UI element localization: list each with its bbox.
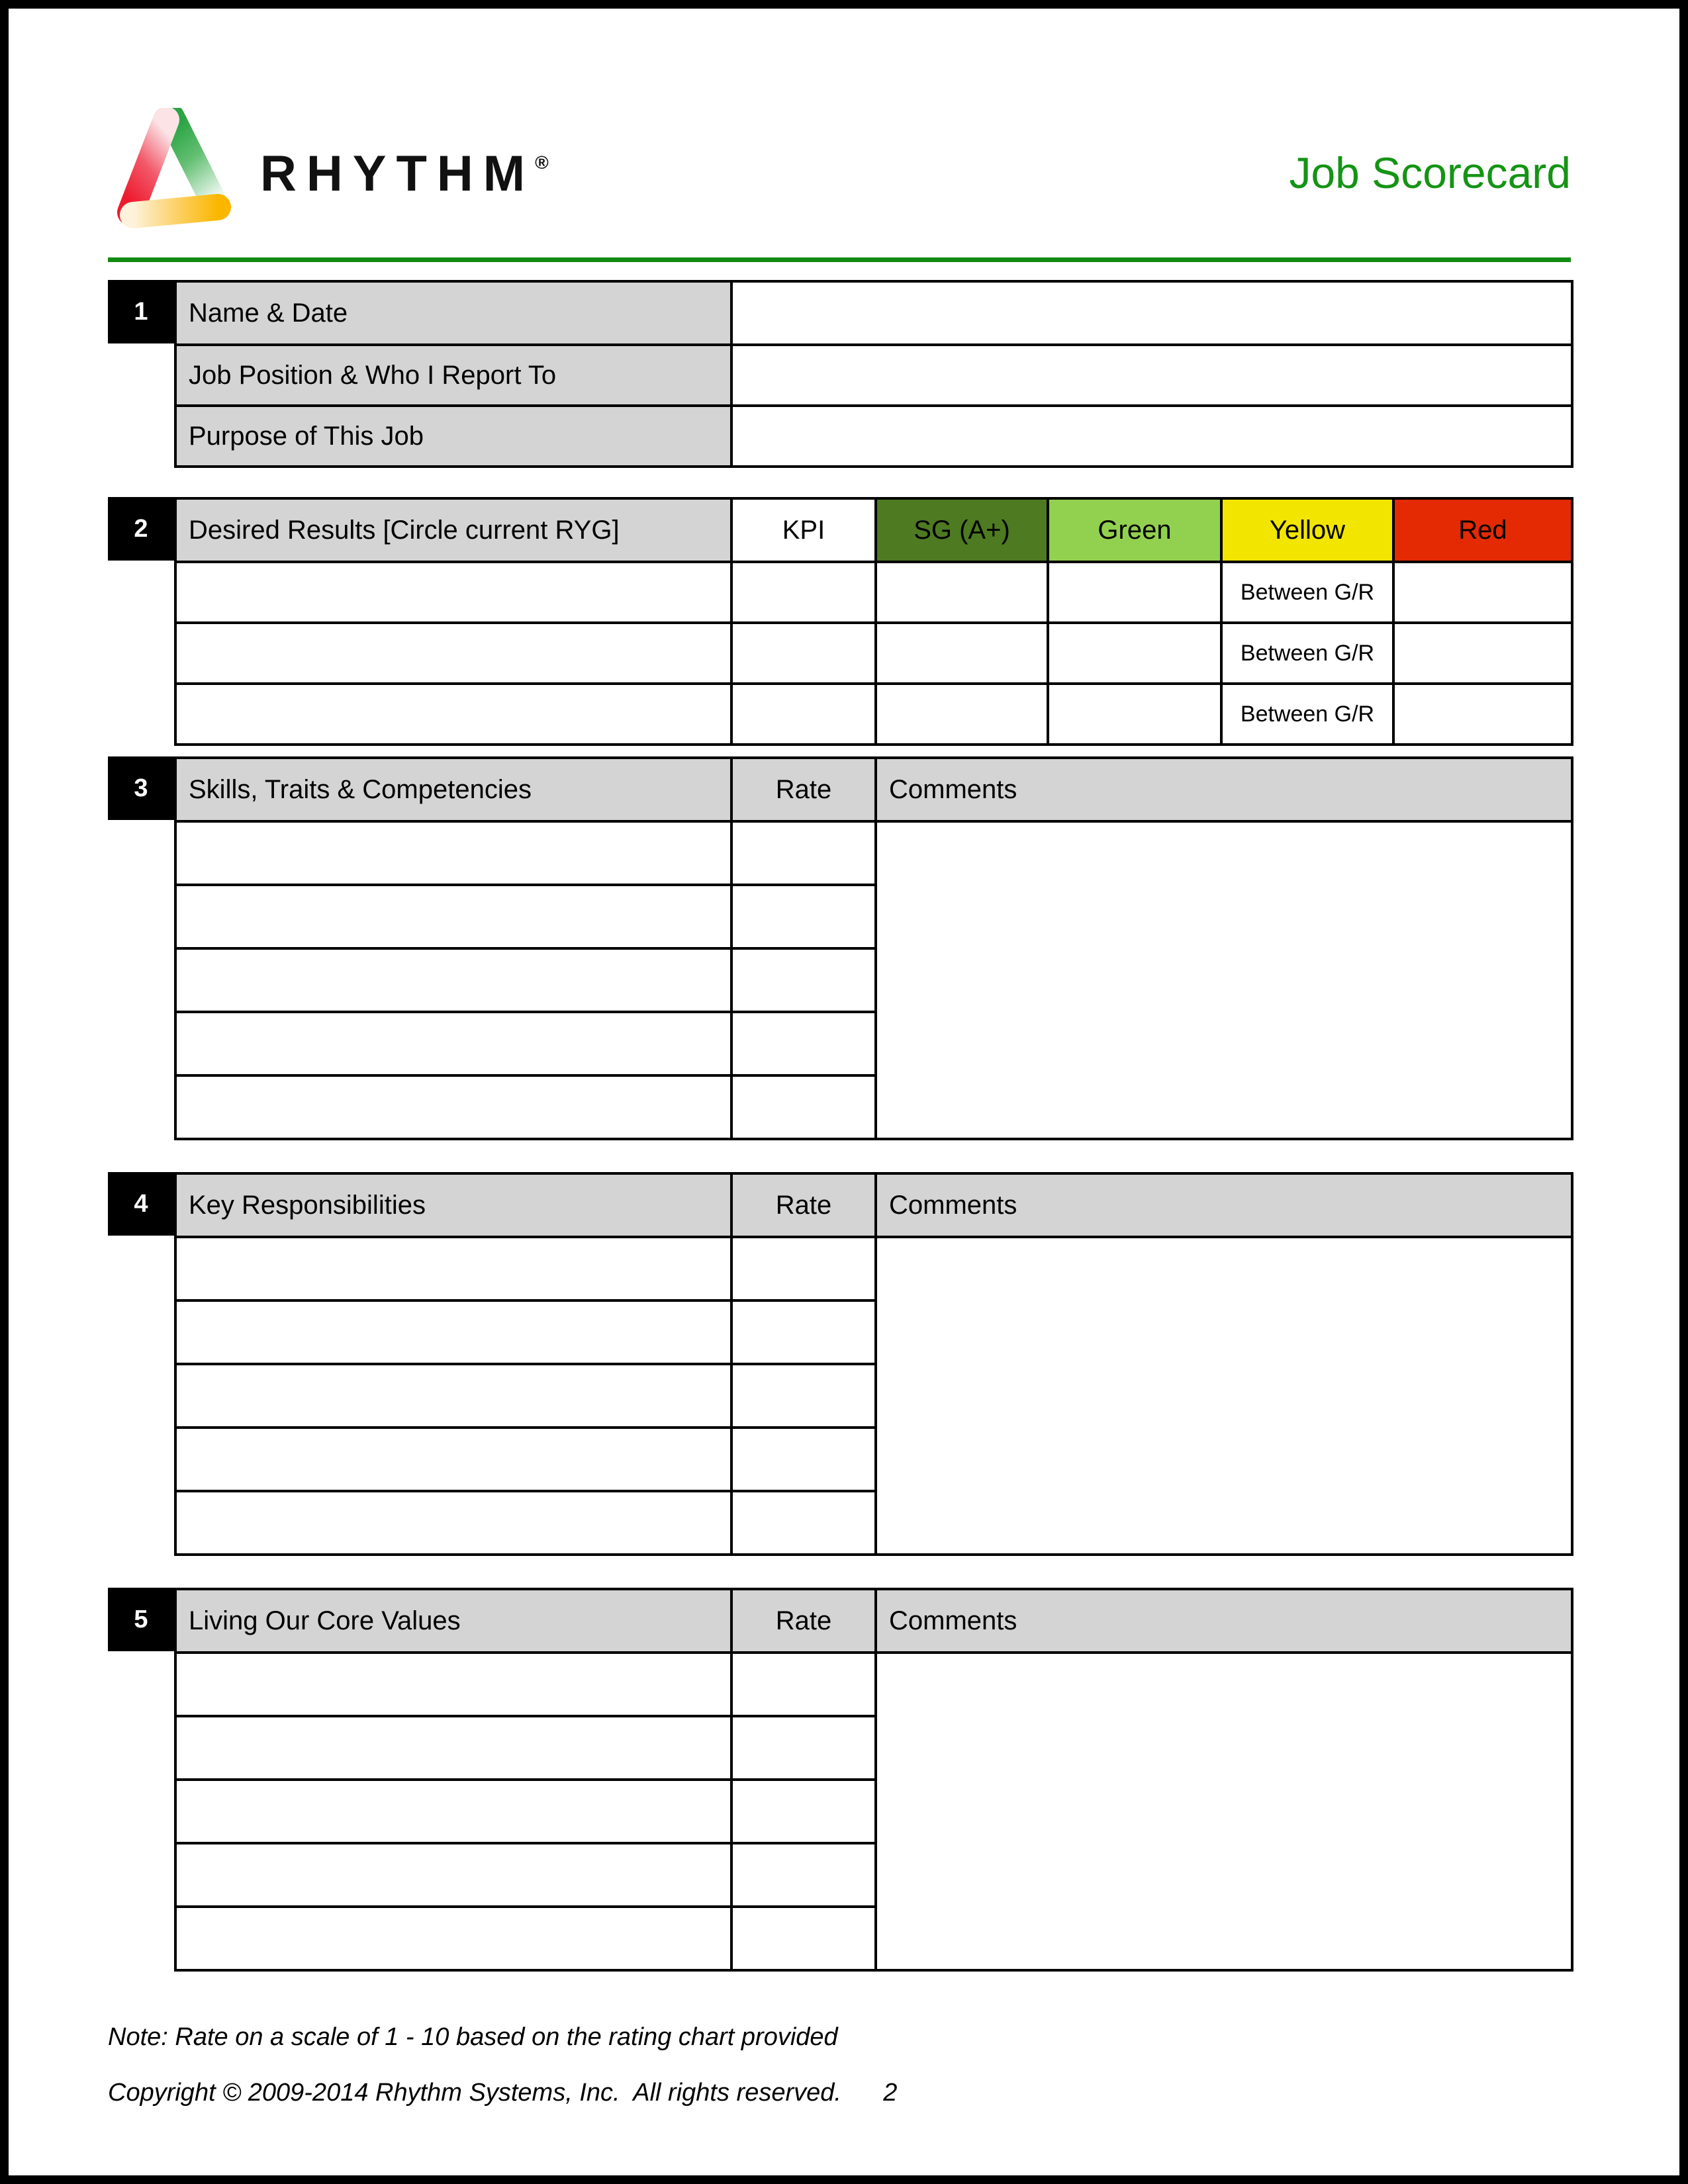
section-5-number: 5 xyxy=(108,1588,174,1651)
input-skill-rate[interactable] xyxy=(731,1075,876,1139)
input-red[interactable] xyxy=(1393,562,1572,623)
brand-logo-block xyxy=(108,108,637,234)
section-5-table xyxy=(174,1588,1573,1972)
input-skill-rate[interactable] xyxy=(731,885,876,948)
section-5-title: Living Our Core Values xyxy=(175,1589,731,1653)
input-skill[interactable] xyxy=(175,821,731,885)
input-responsibility-rate[interactable] xyxy=(731,1300,876,1364)
input-core-value[interactable] xyxy=(175,1653,731,1716)
input-core-value-rate[interactable] xyxy=(731,1843,876,1907)
input-responsibility-rate[interactable] xyxy=(731,1491,876,1555)
input-kpi[interactable] xyxy=(731,562,876,623)
input-sg[interactable] xyxy=(876,684,1048,745)
row-label-job-position: Job Position & Who I Report To xyxy=(175,345,731,406)
input-purpose[interactable] xyxy=(731,406,1572,467)
section-2-title: Desired Results [Circle current RYG] xyxy=(175,498,731,562)
input-red[interactable] xyxy=(1393,623,1572,684)
table-header-row xyxy=(175,1589,1572,1653)
section-4-table xyxy=(174,1172,1573,1556)
section-3-table xyxy=(174,756,1573,1140)
table-row xyxy=(175,623,1572,684)
input-core-value-rate[interactable] xyxy=(731,1907,876,1970)
row-label-purpose: Purpose of This Job xyxy=(175,406,731,467)
input-name-date[interactable] xyxy=(731,281,1572,345)
input-core-value-rate[interactable] xyxy=(731,1780,876,1843)
page-title: Job Scorecard xyxy=(1289,148,1571,197)
section-4-title: Key Responsibilities xyxy=(175,1173,731,1237)
yellow-note: Between G/R xyxy=(1221,623,1393,684)
input-responsibility[interactable] xyxy=(175,1491,731,1555)
section-1-number: 1 xyxy=(108,280,174,343)
document-page xyxy=(9,9,1679,2175)
section-2-number: 2 xyxy=(108,497,174,561)
table-row xyxy=(175,684,1572,745)
column-header-sg: SG (A+) xyxy=(876,498,1048,562)
input-responsibility[interactable] xyxy=(175,1300,731,1364)
input-responsibility[interactable] xyxy=(175,1237,731,1300)
input-sg[interactable] xyxy=(876,562,1048,623)
column-header-rate: Rate xyxy=(731,1589,876,1653)
document-header xyxy=(108,108,1571,260)
row-label-name-date: Name & Date xyxy=(175,281,731,345)
table-header-row xyxy=(175,1173,1572,1237)
table-row xyxy=(175,345,1572,406)
input-skill[interactable] xyxy=(175,1012,731,1075)
input-sg[interactable] xyxy=(876,623,1048,684)
input-kpi[interactable] xyxy=(731,684,876,745)
column-header-yellow: Yellow xyxy=(1221,498,1393,562)
input-green[interactable] xyxy=(1048,623,1221,684)
input-desired-result[interactable] xyxy=(175,684,731,745)
input-skill-rate[interactable] xyxy=(731,1012,876,1075)
column-header-rate: Rate xyxy=(731,758,876,821)
input-skill-rate[interactable] xyxy=(731,821,876,885)
input-desired-result[interactable] xyxy=(175,562,731,623)
table-row xyxy=(175,1237,1572,1300)
table-header-row xyxy=(175,758,1572,821)
input-skill[interactable] xyxy=(175,885,731,948)
input-skill[interactable] xyxy=(175,948,731,1012)
input-kpi[interactable] xyxy=(731,623,876,684)
section-2-table xyxy=(174,497,1573,746)
table-row xyxy=(175,281,1572,345)
column-header-kpi: KPI xyxy=(731,498,876,562)
input-desired-result[interactable] xyxy=(175,623,731,684)
input-core-value[interactable] xyxy=(175,1907,731,1970)
input-responsibility-rate[interactable] xyxy=(731,1364,876,1428)
input-core-value[interactable] xyxy=(175,1716,731,1780)
column-header-comments: Comments xyxy=(876,1173,1572,1237)
input-core-value[interactable] xyxy=(175,1843,731,1907)
yellow-note: Between G/R xyxy=(1221,684,1393,745)
input-responsibilities-comments[interactable] xyxy=(876,1237,1572,1555)
header-divider xyxy=(108,257,1571,262)
table-row xyxy=(175,562,1572,623)
table-row xyxy=(175,821,1572,885)
column-header-red: Red xyxy=(1393,498,1572,562)
input-core-values-comments[interactable] xyxy=(876,1653,1572,1970)
column-header-rate: Rate xyxy=(731,1173,876,1237)
input-responsibility-rate[interactable] xyxy=(731,1237,876,1300)
column-header-comments: Comments xyxy=(876,758,1572,821)
brand-wordmark xyxy=(260,145,549,203)
column-header-comments: Comments xyxy=(876,1589,1572,1653)
section-4-number: 4 xyxy=(108,1172,174,1236)
copyright-notice: Copyright © 2009-2014 Rhythm Systems, Inc. All rights reserved. 2 xyxy=(108,2079,898,2107)
yellow-note: Between G/R xyxy=(1221,562,1393,623)
table-header-row xyxy=(175,498,1572,562)
section-3-number: 3 xyxy=(108,756,174,820)
input-green[interactable] xyxy=(1048,562,1221,623)
input-core-value-rate[interactable] xyxy=(731,1716,876,1780)
brand-wordmark-text: RHYTHM xyxy=(260,145,536,202)
input-core-value-rate[interactable] xyxy=(731,1653,876,1716)
input-responsibility[interactable] xyxy=(175,1428,731,1491)
section-3-title: Skills, Traits & Competencies xyxy=(175,758,731,821)
section-1-table xyxy=(174,280,1573,468)
rating-note: Note: Rate on a scale of 1 - 10 based on the rating chart provided xyxy=(108,2023,838,2051)
table-row xyxy=(175,406,1572,467)
input-responsibility-rate[interactable] xyxy=(731,1428,876,1491)
input-skill-rate[interactable] xyxy=(731,948,876,1012)
input-red[interactable] xyxy=(1393,684,1572,745)
rhythm-triangle-logo-icon xyxy=(108,108,240,234)
input-responsibility[interactable] xyxy=(175,1364,731,1428)
input-skill[interactable] xyxy=(175,1075,731,1139)
input-job-position[interactable] xyxy=(731,345,1572,406)
table-row xyxy=(175,1653,1572,1716)
column-header-green: Green xyxy=(1048,498,1221,562)
input-core-value[interactable] xyxy=(175,1780,731,1843)
registered-mark: ® xyxy=(535,152,549,173)
input-skills-comments[interactable] xyxy=(876,821,1572,1139)
input-green[interactable] xyxy=(1048,684,1221,745)
